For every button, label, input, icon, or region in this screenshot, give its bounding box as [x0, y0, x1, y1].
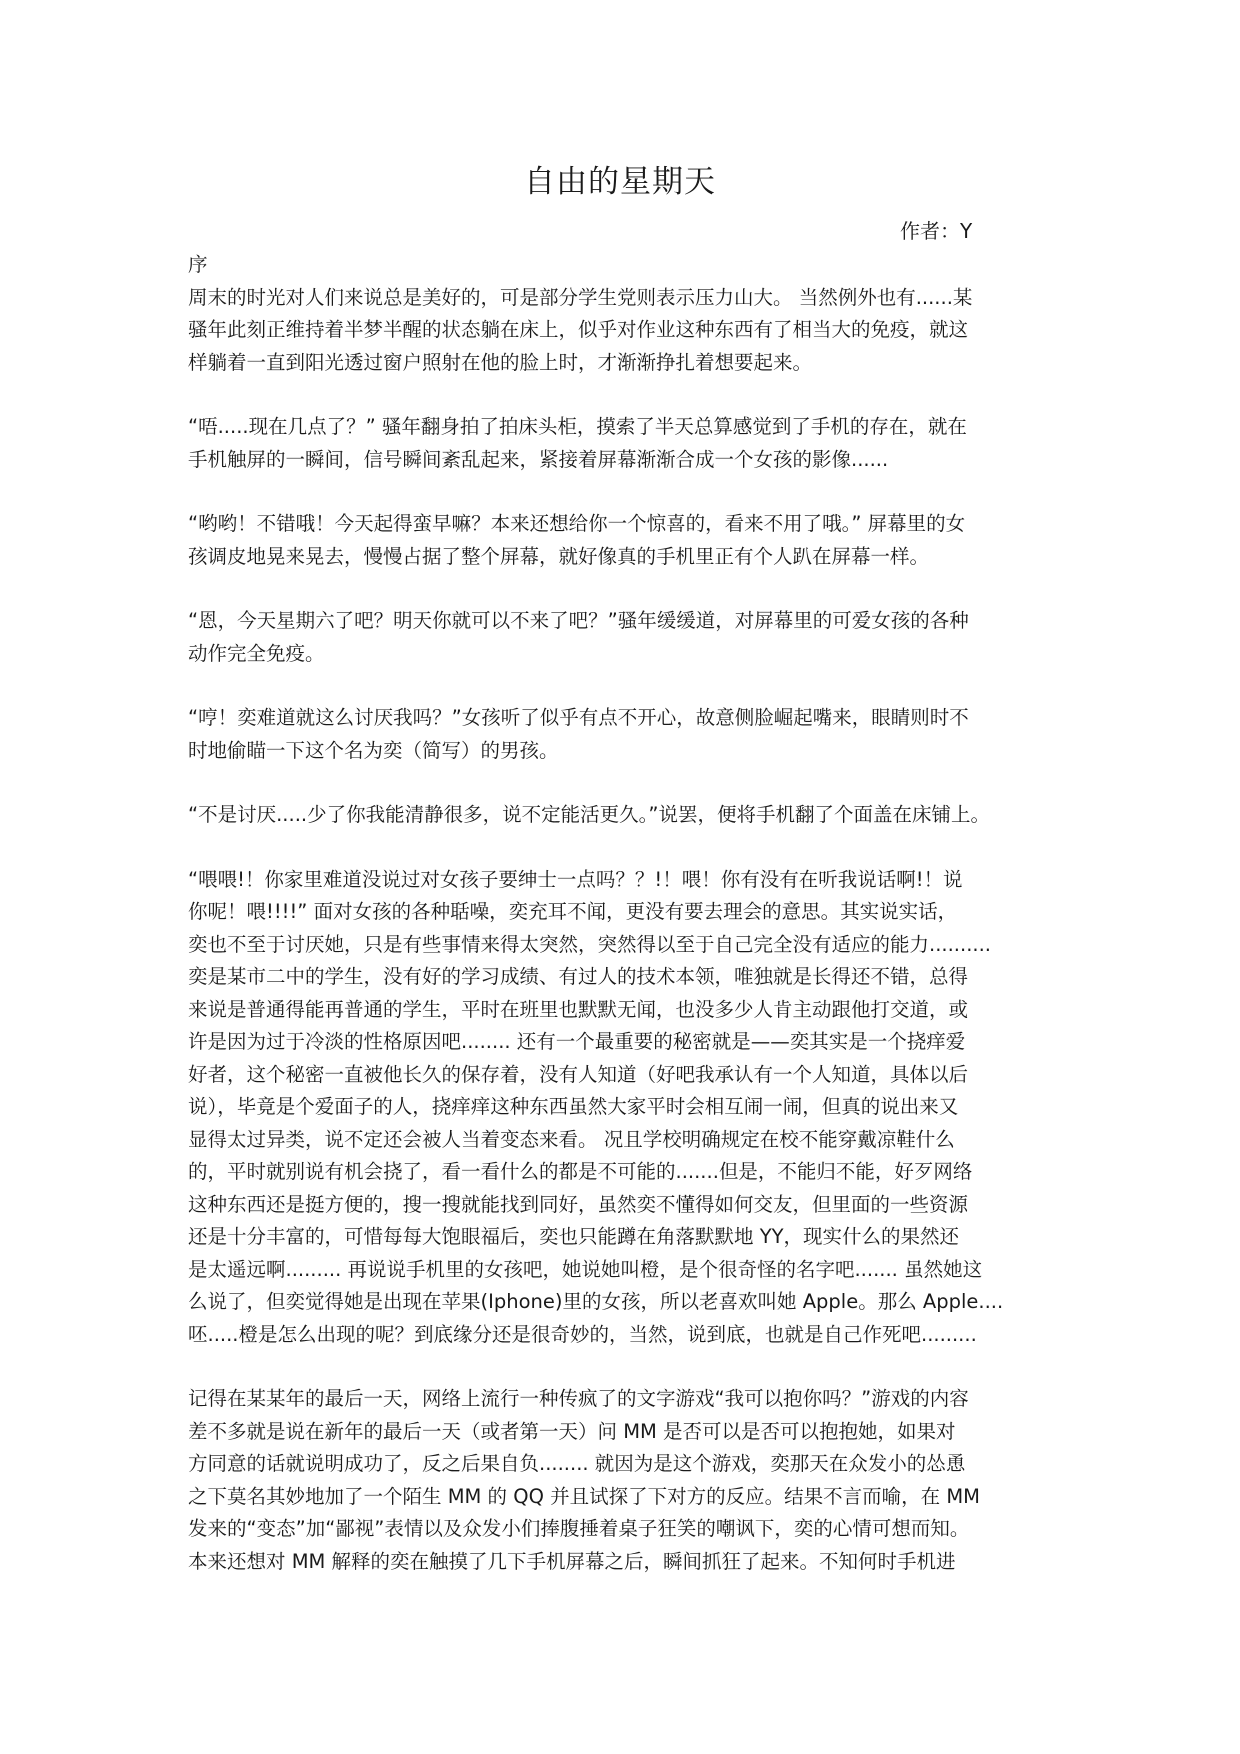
document-body [188, 249, 1052, 1578]
paragraph [188, 799, 1052, 832]
paragraph-gap [188, 832, 1052, 864]
paragraph-gap [188, 573, 1052, 605]
text-line: 呸.....橙是怎么出现的呢？到底缘分还是很奇妙的，当然，说到底，也就是自己作死吧......... [188, 1322, 977, 1346]
text-line: 本来还想对 MM 解释的奕在触摸了几下手机屏幕之后，瞬间抓狂了起来。不知何时手机进 [188, 1549, 956, 1573]
text-line: 显得太过异类，说不定还会被人当着变态来看。 况且学校明确规定在校不能穿戴凉鞋什么 [188, 1127, 955, 1151]
document-title: 自由的星期天 [524, 164, 716, 200]
text-line: 动作完全免疫。 [188, 641, 325, 665]
text-line: 这种东西还是挺方便的，搜一搜就能找到同好，虽然奕不懂得如何交友，但里面的一些资源 [188, 1192, 969, 1216]
text-line: 来说是普通得能再普通的学生，平时在班里也默默无闻，也没多少人肯主动跟他打交道，或 [188, 997, 969, 1021]
text-line: “恩，今天星期六了吧？明天你就可以不来了吧？”骚年缓缓道，对屏幕里的可爱女孩的各种 [188, 609, 969, 632]
text-line: “哼！奕难道就这么讨厌我吗？”女孩听了似乎有点不开心，故意侧脸崛起嘴来，眼睛则时不 [188, 706, 969, 729]
paragraph [188, 282, 1052, 380]
text-line: 周末的时光对人们来说总是美好的，可是部分学生党则表示压力山大。 当然例外也有......某 [188, 285, 973, 309]
paragraph-gap [188, 670, 1052, 702]
text-line: 时地偷瞄一下这个名为奕（简写）的男孩。 [188, 738, 559, 762]
text-line: 么说了，但奕觉得她是出现在苹果(Iphone)里的女孩，所以老喜欢叫她 Apple。那么 Apple.... [188, 1290, 1004, 1313]
paragraph-gap [188, 767, 1052, 799]
text-line: 还是十分丰富的，可惜每每大饱眼福后，奕也只能蹲在角落默默地 YY，现实什么的果然还 [188, 1225, 960, 1248]
text-line: 方同意的话就说明成功了，反之后果自负........ 就因为是这个游戏，奕那天在众发小的怂恿 [188, 1452, 966, 1475]
text-line: 骚年此刻正维持着半梦半醒的状态躺在床上，似乎对作业这种东西有了相当大的免疫，就这 [188, 318, 969, 341]
paragraph [188, 411, 1052, 476]
paragraph [188, 864, 1052, 1352]
text-line: “不是讨厌.....少了你我能清静很多，说不定能活更久。”说罢，便将手机翻了个面盖在床铺上。 [188, 803, 990, 826]
paragraph-gap [188, 379, 1052, 411]
text-line: 你呢！喂!!!!” 面对女孩的各种聒噪，奕充耳不闻，更没有要去理会的意思。其实说实话， [188, 900, 958, 923]
paragraph [188, 508, 1052, 573]
paragraph [188, 249, 1052, 282]
text-line: 之下莫名其妙地加了一个陌生 MM 的 QQ 并且试探了下对方的反应。结果不言而喻，在 MM [188, 1484, 980, 1508]
text-line: 手机触屏的一瞬间，信号瞬间紊乱起来，紧接着屏幕渐渐合成一个女孩的影像...... [188, 447, 889, 471]
text-line: 差不多就是说在新年的最后一天（或者第一天）问 MM 是否可以是否可以抱抱她，如果对 [188, 1419, 956, 1443]
text-line: 发来的“变态”加“鄙视”表情以及众发小们捧腹捶着桌子狂笑的嘲讽下，奕的心情可想而知。 [188, 1517, 970, 1540]
text-line: “喂喂!！你家里难道没说过对女孩子要绅士一点吗？？!！喂！你有没有在听我说话啊!！说 [188, 867, 963, 891]
text-line: 奕也不至于讨厌她，只是有些事情来得太突然，突然得以至于自己完全没有适应的能力.......... [188, 932, 991, 956]
text-line: 好者，这个秘密一直被他长久的保存着，没有人知道（好吧我承认有一个人知道，具体以后 [188, 1062, 969, 1086]
text-line: 是太遥远啊......... 再说说手机里的女孩吧，她说她叫橙，是个很奇怪的名字吧....... 虽然她这 [188, 1257, 983, 1281]
paragraph-gap [188, 476, 1052, 508]
text-line: 说），毕竟是个爱面子的人，挠痒痒这种东西虽然大家平时会相互闹一闹，但真的说出来又 [188, 1095, 959, 1118]
paragraph [188, 605, 1052, 670]
text-line: “哟哟！不错哦！今天起得蛮早嘛？本来还想给你一个惊喜的，看来不用了哦。” 屏幕里的女 [188, 512, 966, 535]
author-line: 作者：Y [900, 219, 973, 243]
text-line: “唔.....现在几点了？” 骚年翻身拍了拍床头柜，摸索了半天总算感觉到了手机的存在，就在 [188, 415, 967, 438]
text-line: 记得在某某年的最后一天，网络上流行一种传疯了的文字游戏“我可以抱你吗？”游戏的内容 [188, 1387, 969, 1410]
text-line: 奕是某市二中的学生，没有好的学习成绩、有过人的技术本领，唯独就是长得还不错，总得 [188, 965, 969, 988]
text-line: 序 [188, 253, 208, 276]
paragraph [188, 702, 1052, 767]
text-line: 样躺着一直到阳光透过窗户照射在他的脸上时，才渐渐挣扎着想要起来。 [188, 350, 813, 374]
text-line: 孩调皮地晃来晃去，慢慢占据了整个屏幕，就好像真的手机里正有个人趴在屏幕一样。 [188, 544, 930, 568]
text-line: 许是因为过于冷淡的性格原因吧........ 还有一个最重要的秘密就是——奕其实是一个挠痒爱 [188, 1030, 966, 1053]
text-line: 的，平时就别说有机会挠了，看一看什么的都是不可能的.......但是，不能归不能，好歹网络 [188, 1160, 973, 1183]
paragraph [188, 1383, 1052, 1578]
paragraph-gap [188, 1351, 1052, 1383]
